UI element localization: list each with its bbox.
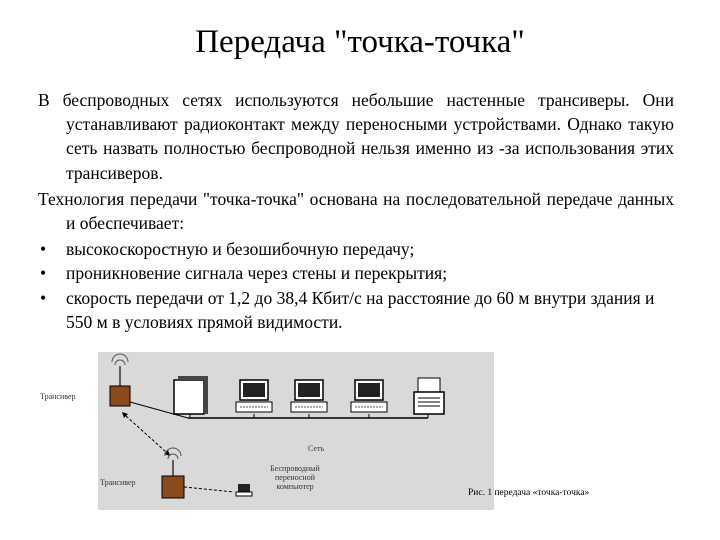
printer-icon	[414, 378, 444, 414]
bullet-item: • высокоскоростную и безошибочную передачу;	[38, 237, 674, 261]
bullet-item: • проникновение сигнала через стены и перекрытия;	[38, 261, 674, 285]
laptop-icon	[236, 484, 252, 496]
computer-icon	[236, 380, 272, 412]
bullet-icon: •	[40, 287, 47, 308]
bullet-list	[38, 237, 674, 334]
server-icon	[174, 376, 208, 414]
radio-link-line	[126, 416, 166, 452]
bullet-item: • скорость передачи от 1,2 до 38,4 Кбит/с на расстояние до 60 м внутри здания и 550 м в условиях прямой видимости.	[40, 287, 655, 332]
computer-icon	[351, 380, 387, 412]
figure-caption: Рис. 1 передача «точка-точка»	[468, 488, 590, 498]
transceiver-top-icon	[110, 354, 130, 406]
bullet-icon: •	[40, 239, 47, 260]
transceiver-bottom-icon	[162, 448, 184, 498]
body-text	[38, 88, 674, 334]
computer-icon	[291, 380, 327, 412]
bullet-icon: •	[40, 263, 47, 284]
radio-link-line	[184, 487, 234, 492]
laptop-label: Беспроводный переносной компьютер	[270, 464, 320, 491]
transceiver-top-label: Трансивер	[40, 392, 76, 401]
slide-title: Передача "точка-точка"	[195, 24, 525, 60]
network-figure	[38, 352, 638, 510]
paragraph-technology: Технология передачи "точка-точка" основана на последовательной передаче данных и обеспечивает:	[38, 188, 674, 234]
network-label: Сеть	[308, 444, 325, 453]
transceiver-bottom-label: Трансивер	[100, 478, 136, 487]
paragraph-intro: В беспроводных сетях используются небольшие настенные трансиверы. Они устанавливают радиоконтакт между переносными устройствами. Однако такую сеть назвать полностью беспроводной нельзя именно из -за использования этих трансиверов.	[38, 90, 674, 183]
